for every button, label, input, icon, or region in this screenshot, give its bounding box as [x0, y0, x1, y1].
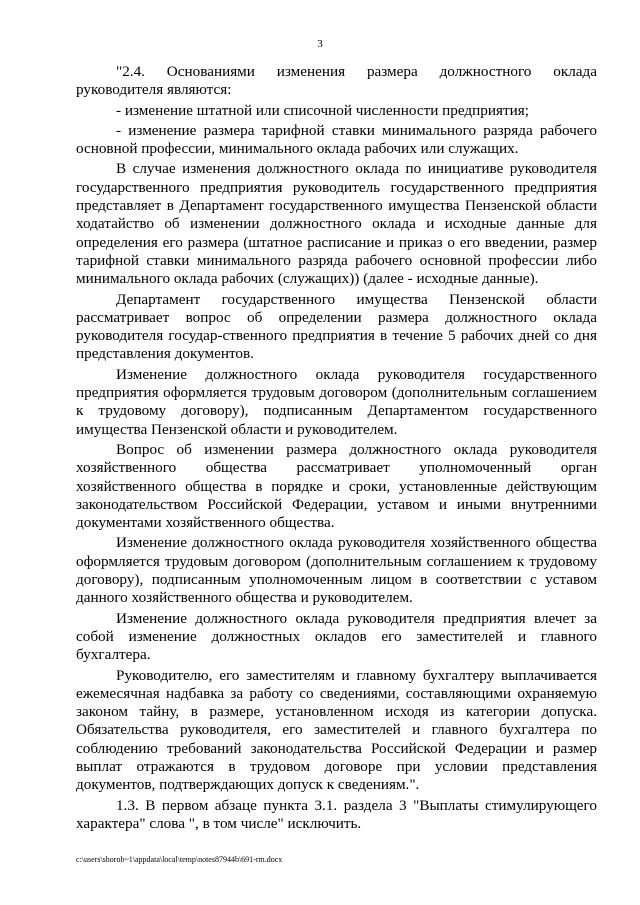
paragraph-company-contract: Изменение должностного оклада руководителя хозяйственного общества оформляется трудовым договором (дополнительным соглашением к трудовому договору), подписанным уполномоченным лицом в соответствии с уставом данного хозяйственного общества и руководителем. [76, 534, 597, 607]
paragraph-department-review: Департамент государственного имущества Пензенской области рассматривает вопрос об определении размера должностного оклада руководителя государ-ственного предприятия в течение 5 рабочих дней со дня представления документов. [76, 290, 597, 363]
document-body [76, 63, 597, 835]
page-number: 3 [317, 38, 323, 50]
list-item-tariff-change: - изменение размера тарифной ставки минимального разряда рабочего основной профессии, минимального оклада рабочих или служащих. [76, 121, 597, 158]
paragraph-1-3-amendment: 1.3. В первом абзаце пункта 3.1. раздела 3 "Выплаты стимулирующего характера" слова ", в том числе" исключить. [76, 796, 597, 832]
paragraph-secrecy-allowance: Руководителю, его заместителям и главному бухгалтеру выплачивается ежемесячная надбавка за работу со сведениями, составляющими охраняемую законом тайну, в размере, установленном исходя из категории допуска. Обязательства руководителя, его заместителей и главного бухгалтера по соблюдению требований законодательства Российской Федерации и размер выплат отражаются в трудовом договоре при условии представления документов, подтверждающих допуск к сведениям.". [76, 666, 597, 794]
paragraph-state-enterprise-contract: Изменение должностного оклада руководителя государственного предприятия оформляется трудовым договором (дополнительным соглашением к трудовому договору), подписанным Департаментом государственного имущества Пензенской области и руководителем. [76, 365, 597, 438]
paragraph-2-4-heading: "2.4. Основаниями изменения размера должностного оклада руководителя являются: [76, 63, 597, 99]
paragraph-state-enterprise-petition: В случае изменения должностного оклада по инициативе руководителя государственного предприятия руководитель государственного предприятия представляет в Департамент государственного имущества Пензенской области ходатайство об изменении должностного оклада и исходные данные для определения его размера (штатное расписание и приказ о его введении, размер тарифной ставки минимального разряда рабочего основной профессии либо минимального оклада рабочих (служащих)) (далее - исходные данные). [76, 160, 597, 288]
list-item-staff-change: - изменение штатной или списочной численности предприятия; [116, 101, 529, 119]
paragraph-company-review: Вопрос об изменении размера должностного оклада руководителя хозяйственного общества рассматривает уполномоченный орган хозяйственного общества в порядке и сроки, установленные действующим законодательством Российской Федерации, уставом и иными внутренними документами хозяйственного общества. [76, 440, 597, 532]
paragraph-deputies-salary: Изменение должностного оклада руководителя предприятия влечет за собой изменение должностных окладов его заместителей и главного бухгалтера. [76, 609, 597, 664]
footer-file-path: c:\users\shorob~1\appdata\local\temp\notes87944b\691-rm.docx [76, 855, 283, 864]
